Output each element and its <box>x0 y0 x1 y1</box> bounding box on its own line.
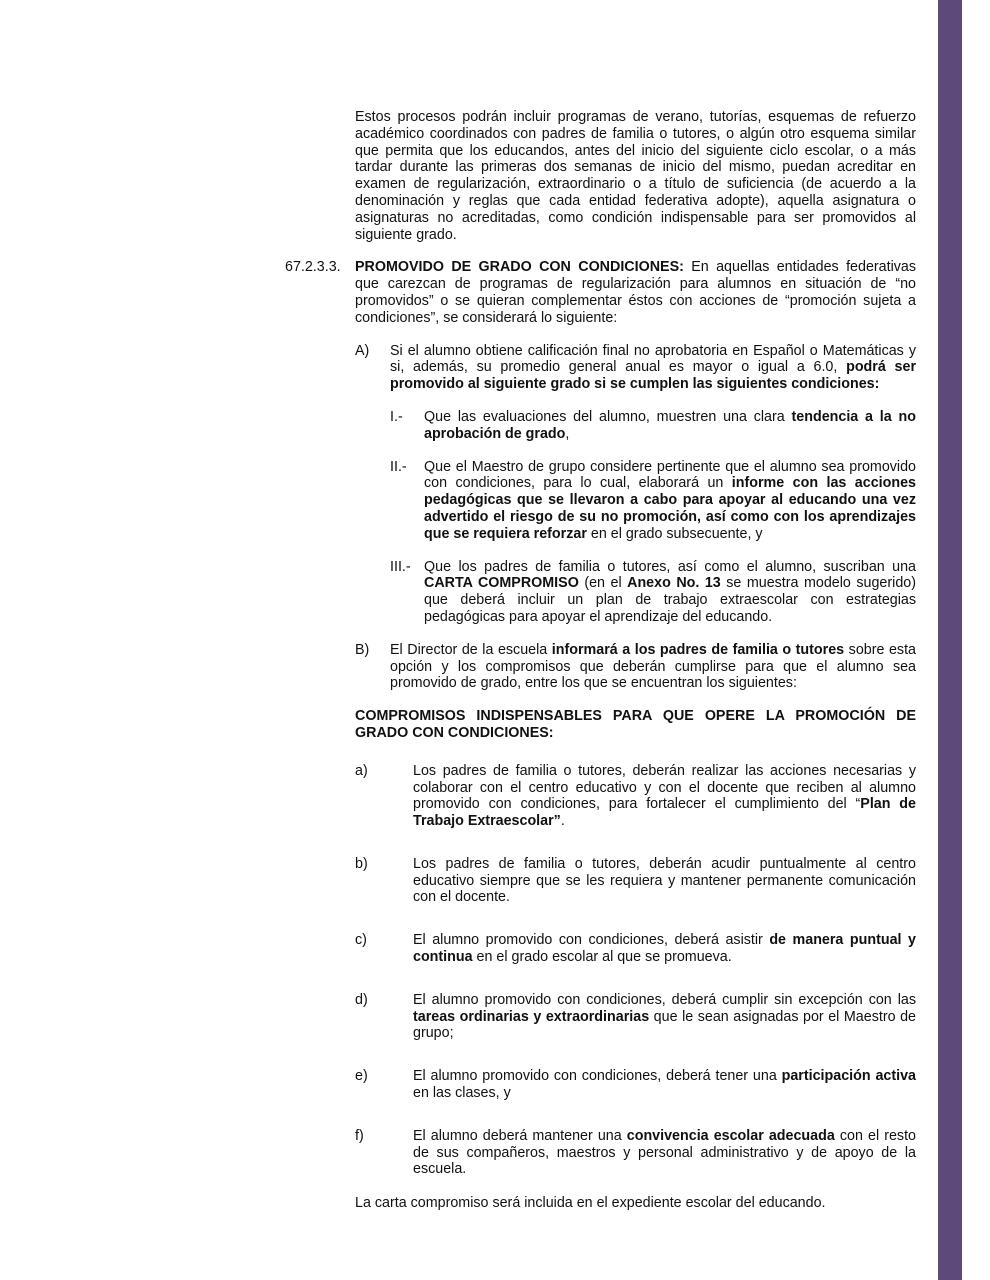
list-item-III <box>355 559 916 626</box>
section-number: 67.2.3.3. <box>285 259 341 276</box>
list-marker: a) <box>355 762 368 779</box>
list-item-I <box>355 409 916 443</box>
commitments-heading: COMPROMISOS INDISPENSABLES PARA QUE OPERE LA PROMOCIÓN DE GRADO CON CONDICIONES: <box>355 708 916 741</box>
list-item-text <box>413 992 916 1042</box>
item-bold-text: podrá ser promovido al siguiente grado si se cumplen las siguientes condiciones: <box>390 359 917 393</box>
item-text-after: en las clases, y <box>413 1085 511 1102</box>
item-text-after: , <box>565 425 570 442</box>
section-text: En aquellas entidades federativas que carezcan de programas de regularización para alumnos en situación de “no promovidos” o se quieran complementar éstos con acciones de “promoción sujeta a condiciones”, se considerará lo siguiente: <box>355 259 917 326</box>
list-item-II <box>355 459 916 543</box>
item-bold-text: informará a los padres de familia o tutores <box>551 641 845 658</box>
list-item-text <box>390 642 916 692</box>
list-marker: III.- <box>390 558 411 575</box>
item-text-after: en el grado subsecuente, y <box>586 525 763 542</box>
list-marker: A) <box>355 342 370 359</box>
section-title: PROMOVIDO DE GRADO CON CONDICIONES: <box>355 259 684 276</box>
list-marker: e) <box>355 1068 368 1085</box>
item-bold-text: tendencia a la no aprobación de grado <box>424 408 916 442</box>
list-marker: b) <box>355 855 368 872</box>
item-text: Si el alumno obtiene calificación final no aprobatoria en Español o Matemáticas y si, además, su promedio general anual es mayor o igual a 6.0, <box>390 342 916 376</box>
item-bold-text: tareas ordinarias y extraordinarias <box>413 1008 650 1025</box>
list-item-text <box>424 459 916 543</box>
list-item-text <box>413 1068 916 1102</box>
item-text: Que el Maestro de grupo considere pertinente que el alumno sea promovido con condiciones, para lo cual, elaborará un <box>424 458 916 492</box>
item-text: Que las evaluaciones del alumno, muestren una clara <box>424 408 792 425</box>
item-text-after: que le sean asignadas por el Maestro de grupo; <box>413 1008 916 1042</box>
list-item-text <box>390 343 916 393</box>
section-67-2-3-3 <box>285 259 917 326</box>
list-marker: II.- <box>390 458 407 475</box>
item-text: El alumno promovido con condiciones, deberá tener una <box>413 1068 782 1085</box>
list-item-text: Los padres de familia o tutores, deberán acudir puntualmente al centro educativo siempre que se les requiera y mantener permanente comunicación con el docente. <box>413 855 916 906</box>
list-marker: B) <box>355 641 370 658</box>
item-text: El alumno deberá mantener una <box>413 1127 627 1144</box>
item-bold-text: de manera puntual y continua <box>413 932 916 966</box>
commitment-item-d <box>355 992 916 1042</box>
item-text-after: . <box>560 813 565 830</box>
item-text-after: con el resto de sus compañeros, maestros y personal administrativo y de apoyo de la escuela. <box>413 1127 917 1178</box>
item-text-after: se muestra modelo sugerido) que deberá incluir un plan de trabajo extraescolar con estrategias pedagógicas para apoyar el aprendizaje del educando. <box>424 575 916 625</box>
list-item-text <box>424 409 916 443</box>
annex-reference: Anexo No. 13 <box>627 575 721 592</box>
item-text: Que los padres de familia o tutores, así como el alumno, suscriban una <box>424 558 916 575</box>
closing-paragraph: La carta compromiso será incluida en el expediente escolar del educando. <box>355 1195 826 1212</box>
list-item-text <box>413 932 916 966</box>
intro-paragraph: Estos procesos podrán incluir programas de verano, tutorías, esquemas de refuerzo académico coordinados con padres de familia o tutores, o algún otro esquema similar que permita que los educandos, antes del inicio del siguiente ciclo escolar, o a más tardar durante las primeras dos semanas de inicio del mismo, puedan acreditar en examen de regularización, extraordinario o a título de suficiencia (de acuerdo a la denominación y reglas que cada entidad federativa adopte), aquella asignatura o asignaturas no acreditadas, como condición indispensable para ser promovidos al siguiente grado. <box>355 109 916 243</box>
list-marker: c) <box>355 932 367 949</box>
item-text: El alumno promovido con condiciones, deberá cumplir sin excepción con las <box>413 991 916 1008</box>
item-text-mid: (en el <box>578 575 628 592</box>
item-bold-text: participación activa <box>781 1068 916 1085</box>
list-item-A <box>355 343 916 393</box>
commitment-item-a <box>355 763 916 830</box>
list-item-text <box>413 1128 916 1178</box>
item-bold-text: informe con las acciones pedagógicas que se llevaron a cabo para apoyar al educando una vez advertido el riesgo de su no promoción, así como con los aprendizajes que se requiera reforzar <box>424 475 916 542</box>
commitment-item-f <box>355 1128 916 1178</box>
list-marker: d) <box>355 991 368 1008</box>
section-paragraph <box>355 259 916 326</box>
item-bold-text: CARTA COMPROMISO <box>424 575 579 592</box>
document-body <box>285 109 917 1212</box>
commitment-item-c <box>355 932 916 966</box>
item-text-after: en el grado escolar al que se promueva. <box>472 949 732 966</box>
item-bold-text: Plan de Trabajo Extraescolar” <box>413 796 916 830</box>
item-text: El alumno promovido con condiciones, deberá asistir <box>413 932 770 949</box>
list-marker: I.- <box>390 408 403 425</box>
item-bold-text: convivencia escolar adecuada <box>626 1127 835 1144</box>
item-text: Los padres de familia o tutores, deberán realizar las acciones necesarias y colaborar con el centro educativo y con el docente que reciben al alumno promovido con condiciones, para fortalecer el cumplimiento del “ <box>413 762 916 813</box>
list-item-text <box>413 763 916 830</box>
item-text-after: sobre esta opción y los compromisos que deberán cumplirse para que el alumno sea promovido de grado, entre los que se encuentran los siguientes: <box>390 641 917 692</box>
page-side-bar <box>938 0 962 1280</box>
list-item-B <box>355 642 916 692</box>
list-marker: f) <box>355 1127 364 1144</box>
commitment-item-b <box>355 856 916 906</box>
list-item-text <box>424 559 916 626</box>
commitment-item-e <box>355 1068 916 1102</box>
item-text: El Director de la escuela <box>390 641 552 658</box>
